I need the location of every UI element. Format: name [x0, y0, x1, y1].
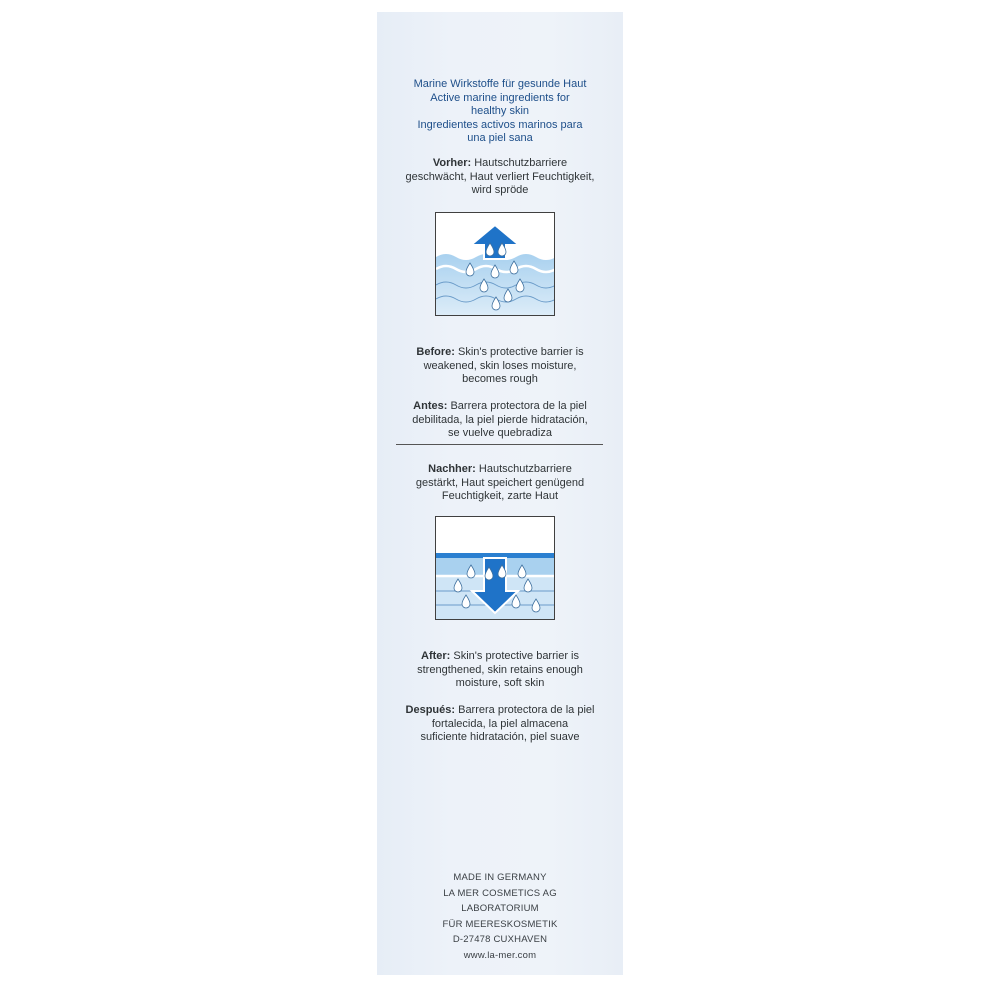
after-de-text: [385, 463, 615, 504]
company-address: D-27478 CUXHAVEN: [452, 934, 548, 945]
after-es-label: Después:: [405, 704, 456, 716]
before-es-text: [385, 400, 615, 441]
after-es-text: [385, 704, 615, 745]
before-es-label: Antes:: [413, 400, 448, 412]
before-es-line-2: debilitada, la piel pierde hidratación,: [412, 413, 588, 426]
before-de-line-1: Hautschutzbarriere: [471, 157, 568, 169]
packaging-side-panel: [377, 12, 623, 975]
after-de-line-2: gestärkt, Haut speichert genügend: [415, 476, 585, 489]
headline: [385, 78, 615, 146]
after-en-line-2: strengthened, skin retains enough: [417, 663, 583, 676]
after-en-text: [385, 650, 615, 691]
headline-es-line-2: una piel sana: [467, 132, 533, 144]
after-es-line-3: suficiente hidratación, piel suave: [420, 731, 580, 743]
after-de-line-3: Feuchtigkeit, zarte Haut: [441, 490, 559, 502]
after-en-line-1: Skin's protective barrier is: [450, 650, 579, 662]
before-de-line-3: wird spröde: [471, 184, 529, 196]
before-en-line-3: becomes rough: [462, 373, 538, 385]
company-line-3: LABORATORIUM: [461, 903, 539, 914]
headline-en-line-1: Active marine ingredients for: [430, 91, 570, 104]
skin-moisture-loss-illustration: [436, 213, 554, 315]
before-en-text: [385, 346, 615, 387]
skin-moisture-retained-illustration: [436, 517, 554, 619]
before-en-line-1: Skin's protective barrier is: [454, 346, 584, 358]
website: www.la-mer.com: [463, 949, 537, 961]
before-diagram: [435, 212, 555, 316]
before-en-label: Before:: [416, 346, 455, 358]
before-es-line-1: Barrera protectora de la piel: [447, 400, 587, 412]
after-en-label: After:: [421, 650, 451, 662]
before-es-line-3: se vuelve quebradiza: [448, 427, 552, 439]
after-de-line-1: Hautschutzbarriere: [475, 463, 572, 475]
section-divider: [396, 444, 603, 445]
after-en-line-3: moisture, soft skin: [455, 677, 545, 689]
headline-en-line-2: healthy skin: [470, 105, 530, 117]
before-de-text: [385, 157, 615, 198]
after-es-line-1: Barrera protectora de la piel: [455, 704, 595, 716]
headline-de: Marine Wirkstoffe für gesunde Haut: [413, 78, 587, 90]
after-es-line-2: fortalecida, la piel almacena: [431, 717, 569, 730]
before-de-label: Vorher:: [432, 157, 472, 169]
after-diagram: [435, 516, 555, 620]
company-line-4: FÜR MEERESKOSMETIK: [442, 918, 558, 930]
made-in: MADE IN GERMANY: [453, 872, 547, 883]
after-de-label: Nachher:: [428, 463, 476, 475]
before-en-line-2: weakened, skin loses moisture,: [423, 359, 577, 372]
manufacturer-info: [385, 870, 615, 963]
company-name: LA MER COSMETICS AG: [443, 887, 557, 899]
headline-es-line-1: Ingredientes activos marinos para: [417, 118, 583, 131]
before-de-line-2: geschwächt, Haut verliert Feuchtigkeit,: [405, 170, 595, 183]
